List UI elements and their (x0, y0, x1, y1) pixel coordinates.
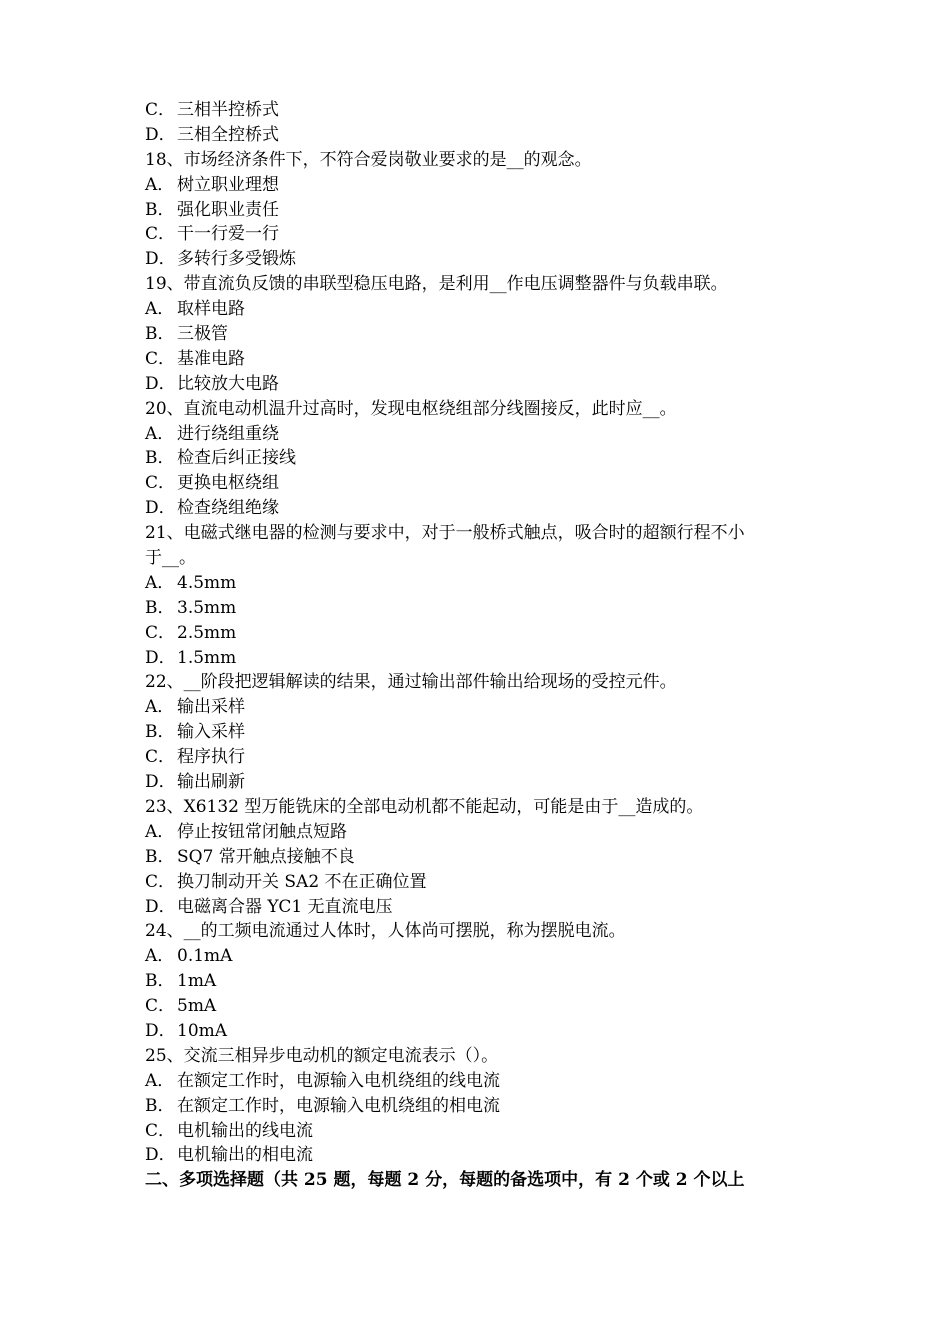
option-letter: A． (145, 299, 175, 320)
option-text: 停止按钮常闭触点短路 (177, 821, 347, 842)
option-letter: B． (145, 846, 175, 867)
option-text: 更换电枢绕组 (177, 473, 279, 494)
answer-option (145, 297, 815, 322)
option-text: 比较放大电路 (177, 373, 279, 394)
option-text: 检查绕组绝缘 (177, 498, 279, 519)
option-text: 进行绕组重绕 (177, 423, 279, 444)
answer-option (145, 770, 815, 795)
question-text: 18、市场经济条件下，不符合爱岗敬业要求的是__的观念。 (145, 149, 592, 170)
option-text: 取样电路 (177, 299, 245, 320)
answer-option (145, 422, 815, 447)
option-letter: A． (145, 697, 175, 718)
option-letter: D． (145, 249, 176, 270)
option-text: 基准电路 (177, 348, 245, 369)
option-text: 强化职业责任 (177, 199, 279, 220)
option-letter: D． (145, 124, 176, 145)
answer-option (145, 1143, 815, 1168)
option-text: 电机输出的线电流 (177, 1120, 313, 1141)
option-letter: D． (145, 772, 176, 793)
answer-option (145, 621, 815, 646)
option-text: 在额定工作时，电源输入电机绕组的相电流 (177, 1095, 500, 1116)
section-heading: 二、多项选择题（共 25 题，每题 2 分，每题的备选项中，有 2 个或 2 个以上 (145, 1170, 745, 1191)
answer-option (145, 1019, 815, 1044)
option-letter: B． (145, 324, 175, 345)
option-text: 三相半控桥式 (177, 100, 279, 120)
answer-option (145, 1119, 815, 1144)
answer-option (145, 596, 815, 621)
question-text: 21、电磁式继电器的检测与要求中，对于一般桥式触点，吸合时的超额行程不小 (145, 523, 745, 544)
question-text: 20、直流电动机温升过高时，发现电枢绕组部分线圈接反，此时应__。 (145, 398, 677, 419)
option-text: 电磁离合器 YC1 无直流电压 (177, 896, 393, 917)
option-letter: C． (145, 224, 176, 245)
answer-option (145, 745, 815, 770)
option-letter: A． (145, 1070, 175, 1091)
answer-option (145, 173, 815, 198)
answer-option (145, 646, 815, 671)
answer-option (145, 247, 815, 272)
option-text: SQ7 常开触点接触不良 (177, 846, 355, 867)
option-letter: A． (145, 821, 175, 842)
option-text: 3.5mm (177, 597, 237, 618)
option-letter: C． (145, 747, 176, 768)
option-text: 在额定工作时，电源输入电机绕组的线电流 (177, 1070, 500, 1091)
option-text: 电机输出的相电流 (177, 1145, 313, 1166)
answer-option (145, 446, 815, 471)
option-letter: A． (145, 946, 175, 967)
option-letter: D． (145, 373, 176, 394)
option-letter: B． (145, 722, 175, 743)
answer-option (145, 1069, 815, 1094)
answer-option (145, 471, 815, 496)
answer-option (145, 994, 815, 1019)
option-text: 树立职业理想 (177, 174, 279, 195)
answer-option (145, 198, 815, 223)
option-letter: C． (145, 622, 176, 643)
option-text: 1mA (177, 971, 217, 992)
answer-option (145, 895, 815, 920)
answer-option (145, 944, 815, 969)
document-page (145, 98, 815, 1193)
option-letter: B． (145, 971, 175, 992)
option-text: 4.5mm (177, 572, 237, 593)
answer-option (145, 496, 815, 521)
question-text: 23、X6132 型万能铣床的全部电动机都不能起动，可能是由于__造成的。 (145, 796, 704, 817)
answer-option (145, 123, 815, 148)
option-letter: A． (145, 572, 175, 593)
answer-option (145, 720, 815, 745)
question-text: 25、交流三相异步电动机的额定电流表示（）。 (145, 1045, 499, 1066)
option-text: 1.5mm (177, 647, 237, 668)
option-text: 多转行多受锻炼 (177, 249, 296, 270)
answer-option (145, 695, 815, 720)
question-text: 22、__阶段把逻辑解读的结果，通过输出部件输出给现场的受控元件。 (145, 672, 677, 693)
option-letter: C． (145, 871, 176, 892)
option-text: 输入采样 (177, 722, 245, 743)
answer-option (145, 969, 815, 994)
option-text: 干一行爱一行 (177, 224, 279, 245)
option-letter: D． (145, 896, 176, 917)
option-text: 2.5mm (177, 622, 237, 643)
option-text: 三极管 (177, 324, 228, 345)
option-letter: D． (145, 498, 176, 519)
option-letter: B． (145, 199, 175, 220)
option-letter: C． (145, 348, 176, 369)
option-letter: D． (145, 1020, 176, 1041)
option-text: 程序执行 (177, 747, 245, 768)
option-text: 10mA (177, 1020, 228, 1041)
option-letter: C． (145, 100, 176, 120)
option-letter: C． (145, 1120, 176, 1141)
answer-option (145, 571, 815, 596)
answer-option (145, 845, 815, 870)
option-text: 检查后纠正接线 (177, 448, 296, 469)
answer-option (145, 347, 815, 372)
option-text: 输出采样 (177, 697, 245, 718)
option-text: 5mA (177, 996, 217, 1017)
answer-option (145, 222, 815, 247)
option-letter: A． (145, 423, 175, 444)
option-letter: A． (145, 174, 175, 195)
option-text: 三相全控桥式 (177, 124, 279, 145)
option-letter: B． (145, 597, 175, 618)
answer-option (145, 1094, 815, 1119)
option-letter: C． (145, 996, 176, 1017)
answer-option (145, 820, 815, 845)
option-letter: B． (145, 448, 175, 469)
question-text: 24、__的工频电流通过人体时，人体尚可摆脱，称为摆脱电流。 (145, 921, 626, 942)
option-text: 换刀制动开关 SA2 不在正确位置 (177, 871, 427, 892)
option-letter: C． (145, 473, 176, 494)
answer-option (145, 870, 815, 895)
option-letter: D． (145, 647, 176, 668)
question-text: 19、带直流负反馈的串联型稳压电路，是利用__作电压调整器件与负载串联。 (145, 274, 728, 295)
answer-option (145, 372, 815, 397)
option-letter: D． (145, 1145, 176, 1166)
option-text: 输出刷新 (177, 772, 245, 793)
question-text: 于__。 (145, 548, 196, 569)
answer-option (145, 98, 815, 123)
option-text: 0.1mA (177, 946, 233, 967)
answer-option (145, 322, 815, 347)
option-letter: B． (145, 1095, 175, 1116)
